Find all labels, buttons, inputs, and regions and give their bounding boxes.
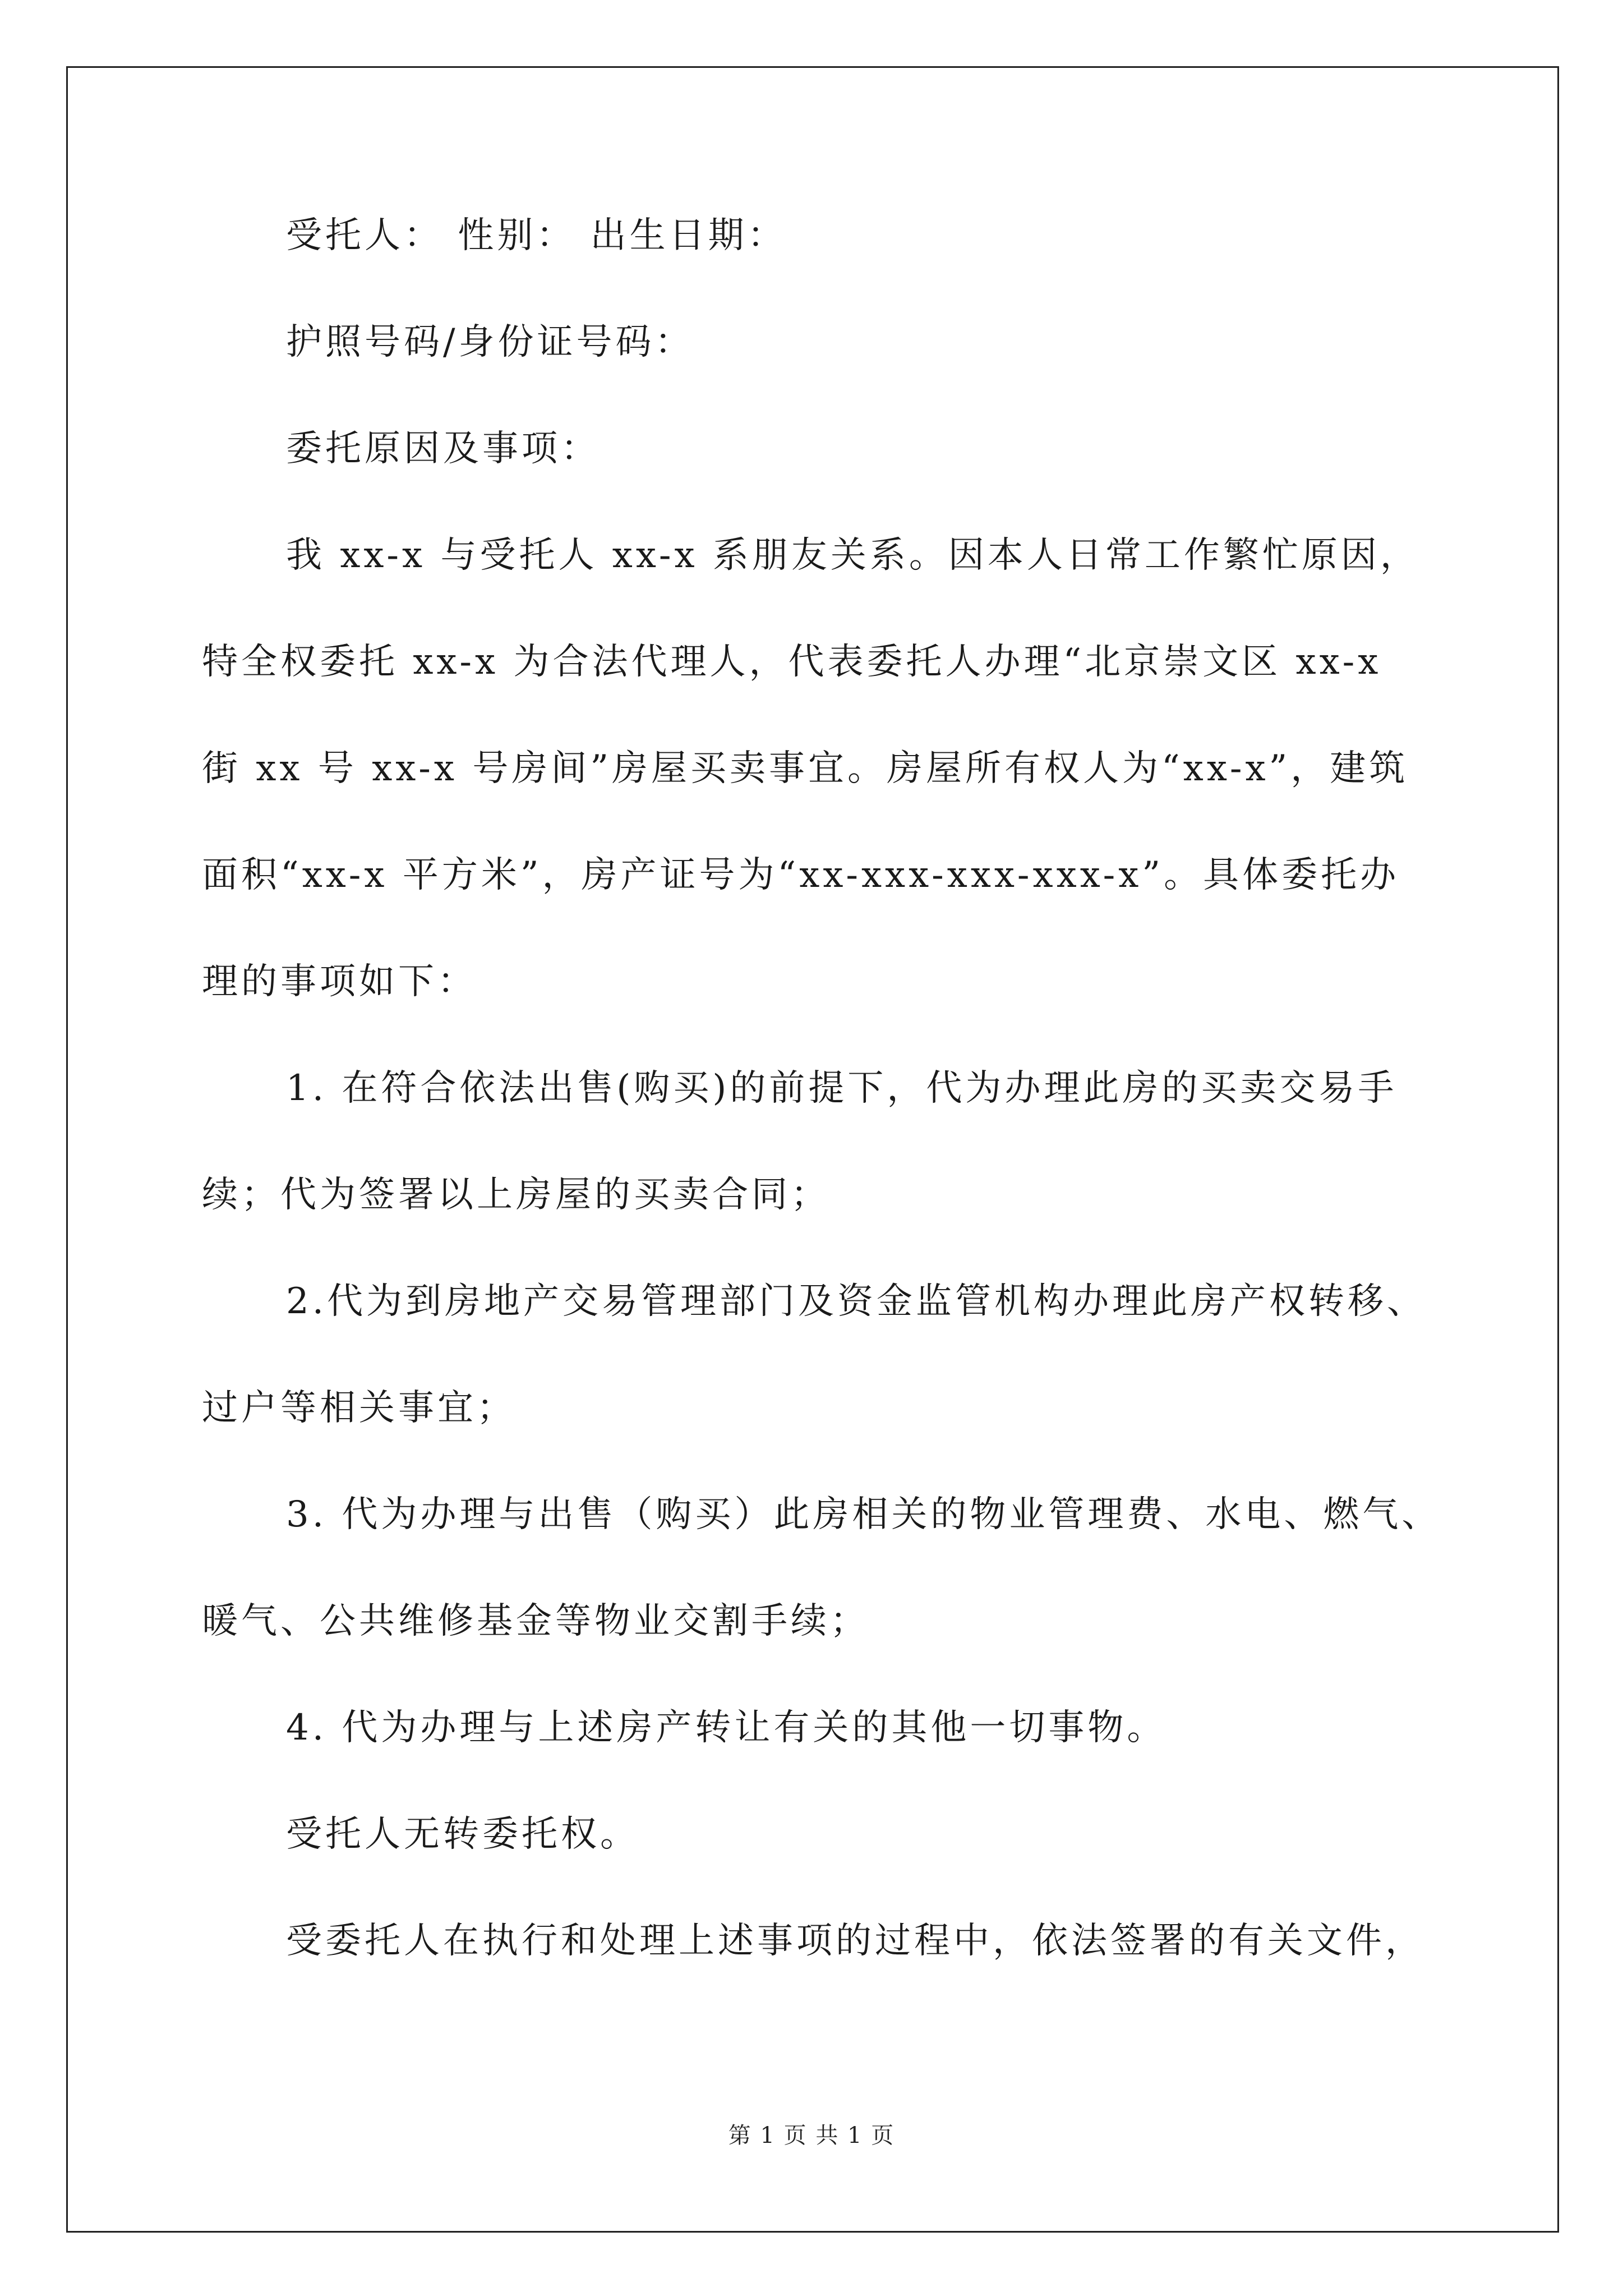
text-line: 过户等相关事宜； [202, 1387, 516, 1429]
text-line: 街 xx 号 xx-x 号房间”房屋买卖事宜。房屋所有权人为“xx-x”，建筑 [202, 748, 1409, 789]
text-line: 理的事项如下： [202, 961, 477, 1002]
text-line: 我 xx-x 与受托人 xx-x 系朋友关系。因本人日常工作繁忙原因， [286, 535, 1419, 576]
text-line: 1. 在符合依法出售(购买)的前提下，代为办理此房的买卖交易手 [286, 1068, 1398, 1109]
text-line: 4. 代为办理与上述房产转让有关的其他一切事物。 [286, 1707, 1166, 1749]
text-line: 面积“xx-x 平方米”，房产证号为“xx-xxx-xxx-xxx-x”。具体委托办 [202, 854, 1400, 896]
text-line: 特全权委托 xx-x 为合法代理人，代表委托人办理“北京崇文区 xx-x [202, 641, 1382, 683]
text-line: 护照号码/身份证号码： [286, 321, 694, 363]
text-line: 暖气、公共维修基金等物业交割手续； [202, 1600, 869, 1642]
text-line: 3. 代为办理与出售（购买）此房相关的物业管理费、水电、燃气、 [286, 1494, 1441, 1535]
text-line: 受托人无转委托权。 [286, 1814, 639, 1855]
text-line: 受托人： 性别： 出生日期： [286, 215, 787, 256]
text-line: 委托原因及事项： [286, 428, 600, 470]
page-border [66, 66, 1559, 2233]
text-line: 2.代为到房地产交易管理部门及资金监管机构办理此房产权转移、 [286, 1281, 1427, 1322]
page-footer: 第 1 页 共 1 页 [728, 2123, 895, 2148]
text-line: 受委托人在执行和处理上述事项的过程中，依法签署的有关文件， [286, 1920, 1424, 1962]
text-line: 续；代为签署以上房屋的买卖合同； [202, 1174, 830, 1216]
